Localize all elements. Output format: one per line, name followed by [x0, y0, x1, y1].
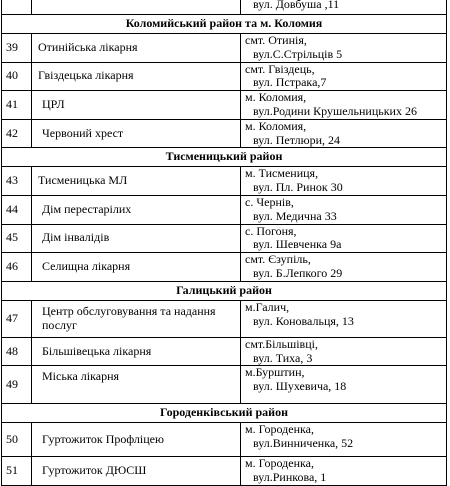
address-locality: смт. Єзупіль,	[245, 252, 311, 267]
row-number: 44	[2, 195, 32, 224]
row-number: 47	[2, 300, 32, 337]
row-number: 46	[2, 253, 32, 282]
address-street: вул. Коновальця, 13	[253, 313, 354, 328]
table-row	[2, 34, 447, 63]
table-row	[2, 253, 447, 282]
table-row	[2, 224, 447, 253]
facility-name: Тисменицька МЛ	[32, 167, 241, 196]
address-street: вул. Медична 33	[253, 208, 337, 223]
address-cell	[241, 34, 447, 63]
facility-name: ЦРЛ	[32, 91, 241, 120]
facility-name: Селищна лікарня	[32, 253, 241, 282]
row-number: 40	[2, 62, 32, 91]
facilities-table	[1, 0, 447, 486]
facility-name-cell	[32, 0, 241, 15]
address-cell	[241, 423, 447, 457]
facility-name: Отинійська лікарня	[32, 34, 241, 63]
address-locality: м. Тисмениця,	[245, 166, 319, 181]
address-street: вул. Довбуша ,11	[253, 0, 340, 11]
address-street: вул. Пстрака,7	[253, 75, 327, 90]
row-number: 41	[2, 91, 32, 120]
address-cell	[241, 337, 447, 366]
address-street: вул. Б.Лепкого 29	[253, 265, 343, 280]
address-cell	[241, 457, 447, 486]
address-locality: м.Бурштин,	[245, 365, 305, 380]
facility-name: Гвіздецька лікарня	[32, 62, 241, 91]
address-locality: смт. Отинія,	[245, 33, 307, 47]
address-cell	[241, 366, 447, 404]
address-locality: с. Чернів,	[245, 195, 294, 209]
address-street: вул. Тиха, 3	[253, 350, 313, 365]
table-row	[2, 167, 447, 196]
table-row	[2, 62, 447, 91]
row-number: 49	[2, 366, 32, 404]
section-header-row	[2, 404, 447, 423]
facility-name: Гуртожиток Профліцею	[32, 423, 241, 457]
address-locality: м. Городенка,	[245, 422, 314, 437]
row-number: 51	[2, 457, 32, 486]
address-street: вул. Петлюри, 24	[253, 132, 341, 147]
section-title: Галицький район	[2, 281, 447, 300]
address-locality: м. Коломия,	[245, 90, 307, 105]
table-row	[2, 423, 447, 457]
address-street: вул. Шухевича, 18	[253, 379, 347, 394]
section-header-row	[2, 281, 447, 300]
facility-name: Гуртожиток ДЮСШ	[32, 457, 241, 486]
table-row	[2, 300, 447, 337]
address-street: вул. Шевченка 9а	[253, 237, 342, 252]
row-number: 45	[2, 224, 32, 253]
address-cell	[241, 167, 447, 196]
table-row	[2, 119, 447, 148]
address-locality: м.Галич,	[245, 300, 290, 314]
address-locality: с. Погоня,	[245, 224, 297, 238]
section-header-row	[2, 15, 447, 34]
table-row	[2, 366, 447, 404]
address-cell	[241, 195, 447, 224]
address-locality: м. Коломия,	[245, 119, 307, 133]
table-row	[2, 457, 447, 486]
facility-name: Червоний хрест	[32, 119, 241, 148]
address-cell	[241, 300, 447, 337]
section-header-row	[2, 148, 447, 167]
row-number: 39	[2, 34, 32, 63]
address-street: вул.Винниченка, 52	[253, 436, 354, 451]
table-row	[2, 195, 447, 224]
section-title: Тисменицький район	[2, 148, 447, 167]
address-street: вул. Пл. Ринок 30	[253, 180, 343, 195]
table-row	[2, 91, 447, 120]
facility-name: Міська лікарня	[32, 366, 241, 404]
address-locality: смт. Гвіздець,	[245, 62, 315, 76]
table-row	[2, 0, 447, 15]
address-street: вул.Ринкова, 1	[253, 470, 327, 485]
facility-name: Більшівецька лікарня	[32, 337, 241, 366]
address-cell	[241, 119, 447, 148]
facility-name: Центр обслуговування та надання послуг	[32, 300, 241, 337]
address-street: вул.Родини Крушельницьких 26	[253, 103, 417, 118]
row-number: 48	[2, 337, 32, 366]
row-number: 50	[2, 423, 32, 457]
facility-name: Дім інвалідів	[32, 224, 241, 253]
address-cell	[241, 224, 447, 253]
address-street: вул.С.Стрільців 5	[253, 46, 343, 61]
address-locality: смт.Більшівці,	[245, 337, 318, 351]
section-title: Городенківський район	[2, 404, 447, 423]
section-title: Коломийський район та м. Коломия	[2, 15, 447, 34]
address-cell	[241, 62, 447, 91]
table-row	[2, 337, 447, 366]
row-number: 42	[2, 119, 32, 148]
row-number-cell	[2, 0, 32, 15]
address-cell	[241, 253, 447, 282]
address-cell	[241, 91, 447, 120]
address-locality: м. Городенка,	[245, 456, 314, 471]
row-number: 43	[2, 167, 32, 196]
address-cell	[241, 0, 447, 15]
facility-name: Дім перестарілих	[32, 195, 241, 224]
